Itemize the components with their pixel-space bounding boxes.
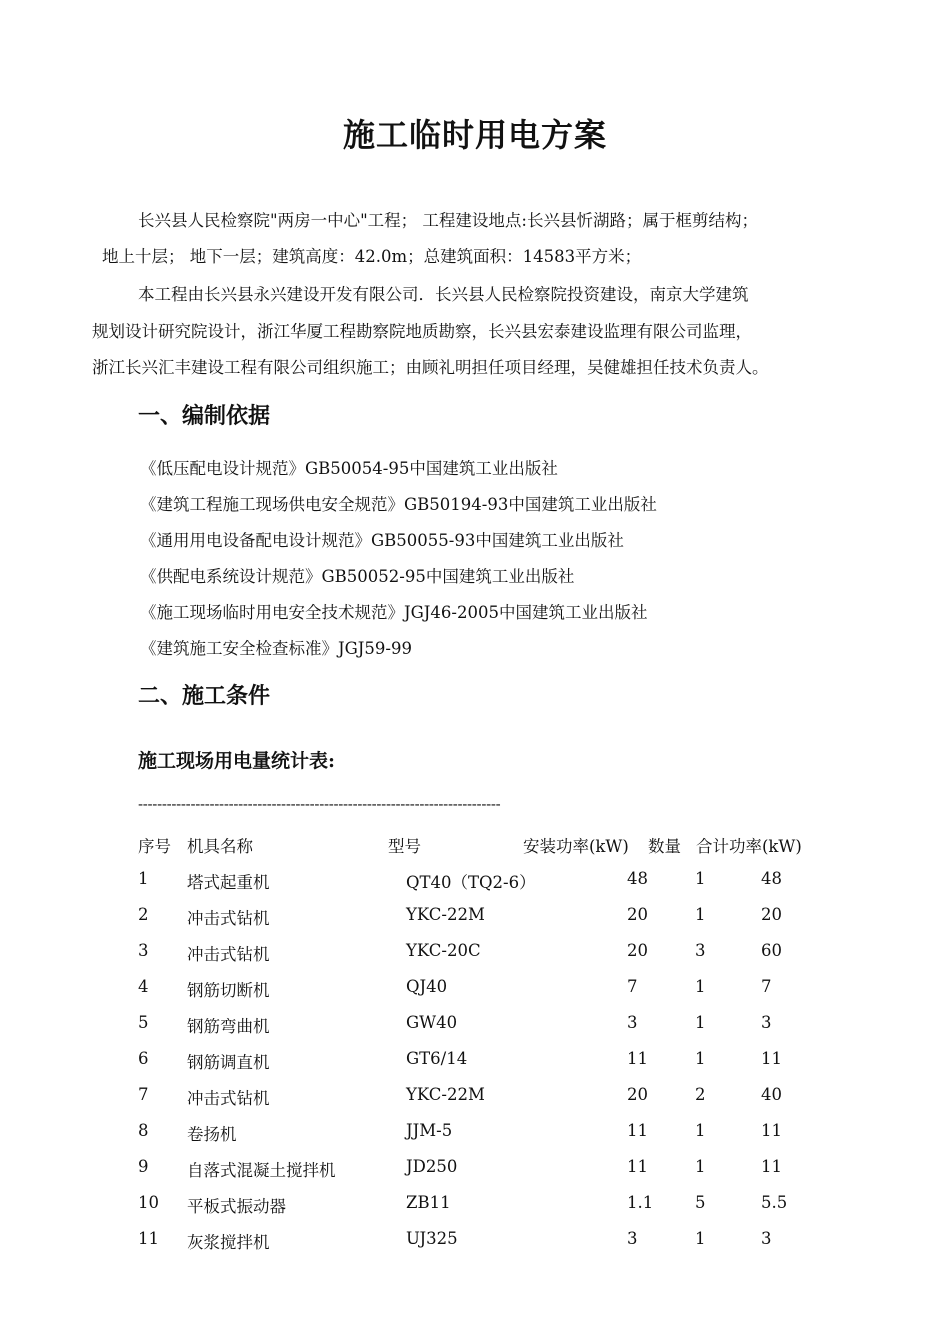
cell-index: 1 — [138, 869, 149, 888]
cell-quantity: 1 — [695, 1013, 706, 1032]
intro-line-2: 地上十层； 地下一层；建筑高度：42.0m；总建筑面积：14583平方米； — [102, 247, 642, 266]
cell-total-power: 3 — [761, 1229, 772, 1248]
cell-name: 冲击式钻机 — [187, 909, 270, 928]
table-row — [0, 869, 950, 899]
reference-item: 《建筑施工安全检查标准》JGJ59-99 — [140, 639, 412, 658]
table-row — [0, 905, 950, 935]
table-row — [0, 1085, 950, 1115]
cell-name: 冲击式钻机 — [187, 1089, 270, 1108]
cell-power: 7 — [627, 977, 638, 996]
cell-index: 9 — [138, 1157, 149, 1176]
header-name: 机具名称 — [187, 837, 253, 856]
cell-quantity: 1 — [695, 1049, 706, 1068]
cell-index: 10 — [138, 1193, 159, 1212]
section-heading-conditions: 二、施工条件 — [138, 683, 271, 709]
cell-index: 2 — [138, 905, 149, 924]
cell-total-power: 7 — [761, 977, 772, 996]
table-row — [0, 1013, 950, 1043]
cell-quantity: 1 — [695, 869, 706, 888]
cell-quantity: 1 — [695, 1157, 706, 1176]
cell-power: 48 — [627, 869, 648, 888]
cell-quantity: 1 — [695, 1229, 706, 1248]
cell-power: 3 — [627, 1229, 638, 1248]
cell-power: 11 — [627, 1121, 648, 1140]
cell-index: 11 — [138, 1229, 159, 1248]
table-divider: ---------------------------------------------------------------------------- — [138, 795, 501, 813]
cell-quantity: 1 — [695, 1121, 706, 1140]
cell-model: YKC-22M — [406, 905, 485, 924]
cell-total-power: 40 — [761, 1085, 782, 1104]
cell-model: UJ325 — [406, 1229, 458, 1248]
cell-total-power: 3 — [761, 1013, 772, 1032]
table-row — [0, 1121, 950, 1151]
intro-line-4: 规划设计研究院设计，浙江华厦工程勘察院地质勘察，长兴县宏泰建设监理有限公司监理， — [92, 322, 752, 341]
cell-model: QT40（TQ2-6） — [406, 873, 536, 892]
page-title: 施工临时用电方案 — [342, 116, 607, 154]
header-index: 序号 — [138, 837, 171, 856]
reference-item: 《供配电系统设计规范》GB50052-95中国建筑工业出版社 — [140, 567, 575, 586]
table-title: 施工现场用电量统计表: — [138, 750, 336, 772]
cell-total-power: 11 — [761, 1121, 782, 1140]
cell-total-power: 5.5 — [761, 1193, 788, 1212]
cell-name: 灰浆搅拌机 — [187, 1233, 270, 1252]
cell-power: 11 — [627, 1157, 648, 1176]
cell-index: 4 — [138, 977, 149, 996]
table-row — [0, 941, 950, 971]
cell-name: 塔式起重机 — [187, 873, 270, 892]
cell-name: 卷扬机 — [187, 1125, 237, 1144]
section-heading-basis: 一、编制依据 — [138, 403, 271, 429]
table-header-row — [0, 833, 950, 863]
intro-line-5: 浙江长兴汇丰建设工程有限公司组织施工；由顾礼明担任项目经理，吴健雄担任技术负责人。 — [92, 358, 769, 377]
cell-model: GW40 — [406, 1013, 458, 1032]
intro-line-3: 本工程由长兴县永兴建设开发有限公司．长兴县人民检察院投资建设，南京大学建筑 — [138, 285, 749, 304]
cell-name: 自落式混凝土搅拌机 — [187, 1161, 336, 1180]
cell-power: 20 — [627, 905, 648, 924]
cell-model: ZB11 — [406, 1193, 451, 1212]
cell-model: QJ40 — [406, 977, 448, 996]
cell-total-power: 20 — [761, 905, 782, 924]
cell-index: 8 — [138, 1121, 149, 1140]
cell-power: 1.1 — [627, 1193, 654, 1212]
cell-model: YKC-20C — [406, 941, 481, 960]
cell-quantity: 5 — [695, 1193, 706, 1212]
intro-line-1: 长兴县人民检察院"两房一中心"工程； 工程建设地点:长兴县忻湖路；属于框剪结构； — [138, 211, 758, 230]
cell-index: 7 — [138, 1085, 149, 1104]
cell-total-power: 48 — [761, 869, 782, 888]
header-model: 型号 — [388, 837, 421, 856]
cell-quantity: 1 — [695, 977, 706, 996]
cell-model: JJM-5 — [406, 1121, 453, 1140]
reference-item: 《通用用电设备配电设计规范》GB50055-93中国建筑工业出版社 — [140, 531, 624, 550]
header-total-power: 合计功率(kW) — [696, 837, 802, 856]
cell-model: JD250 — [406, 1157, 458, 1176]
cell-name: 钢筋调直机 — [187, 1053, 270, 1072]
cell-total-power: 11 — [761, 1049, 782, 1068]
header-power: 安装功率(kW) — [523, 837, 629, 856]
cell-quantity: 3 — [695, 941, 706, 960]
reference-item: 《施工现场临时用电安全技术规范》JGJ46-2005中国建筑工业出版社 — [140, 603, 648, 622]
cell-total-power: 11 — [761, 1157, 782, 1176]
header-quantity: 数量 — [648, 837, 681, 856]
reference-item: 《建筑工程施工现场供电安全规范》GB50194-93中国建筑工业出版社 — [140, 495, 657, 514]
table-row — [0, 1157, 950, 1187]
cell-index: 5 — [138, 1013, 149, 1032]
cell-name: 冲击式钻机 — [187, 945, 270, 964]
table-row — [0, 1049, 950, 1079]
cell-quantity: 2 — [695, 1085, 706, 1104]
table-row — [0, 977, 950, 1007]
cell-name: 钢筋弯曲机 — [187, 1017, 270, 1036]
cell-model: GT6/14 — [406, 1049, 468, 1068]
cell-name: 钢筋切断机 — [187, 981, 270, 1000]
cell-index: 3 — [138, 941, 149, 960]
cell-power: 20 — [627, 1085, 648, 1104]
cell-model: YKC-22M — [406, 1085, 485, 1104]
cell-power: 11 — [627, 1049, 648, 1068]
cell-index: 6 — [138, 1049, 149, 1068]
cell-power: 20 — [627, 941, 648, 960]
table-row — [0, 1193, 950, 1223]
cell-quantity: 1 — [695, 905, 706, 924]
table-row — [0, 1229, 950, 1259]
cell-power: 3 — [627, 1013, 638, 1032]
cell-total-power: 60 — [761, 941, 782, 960]
reference-item: 《低压配电设计规范》GB50054-95中国建筑工业出版社 — [140, 459, 558, 478]
cell-name: 平板式振动器 — [187, 1197, 286, 1216]
